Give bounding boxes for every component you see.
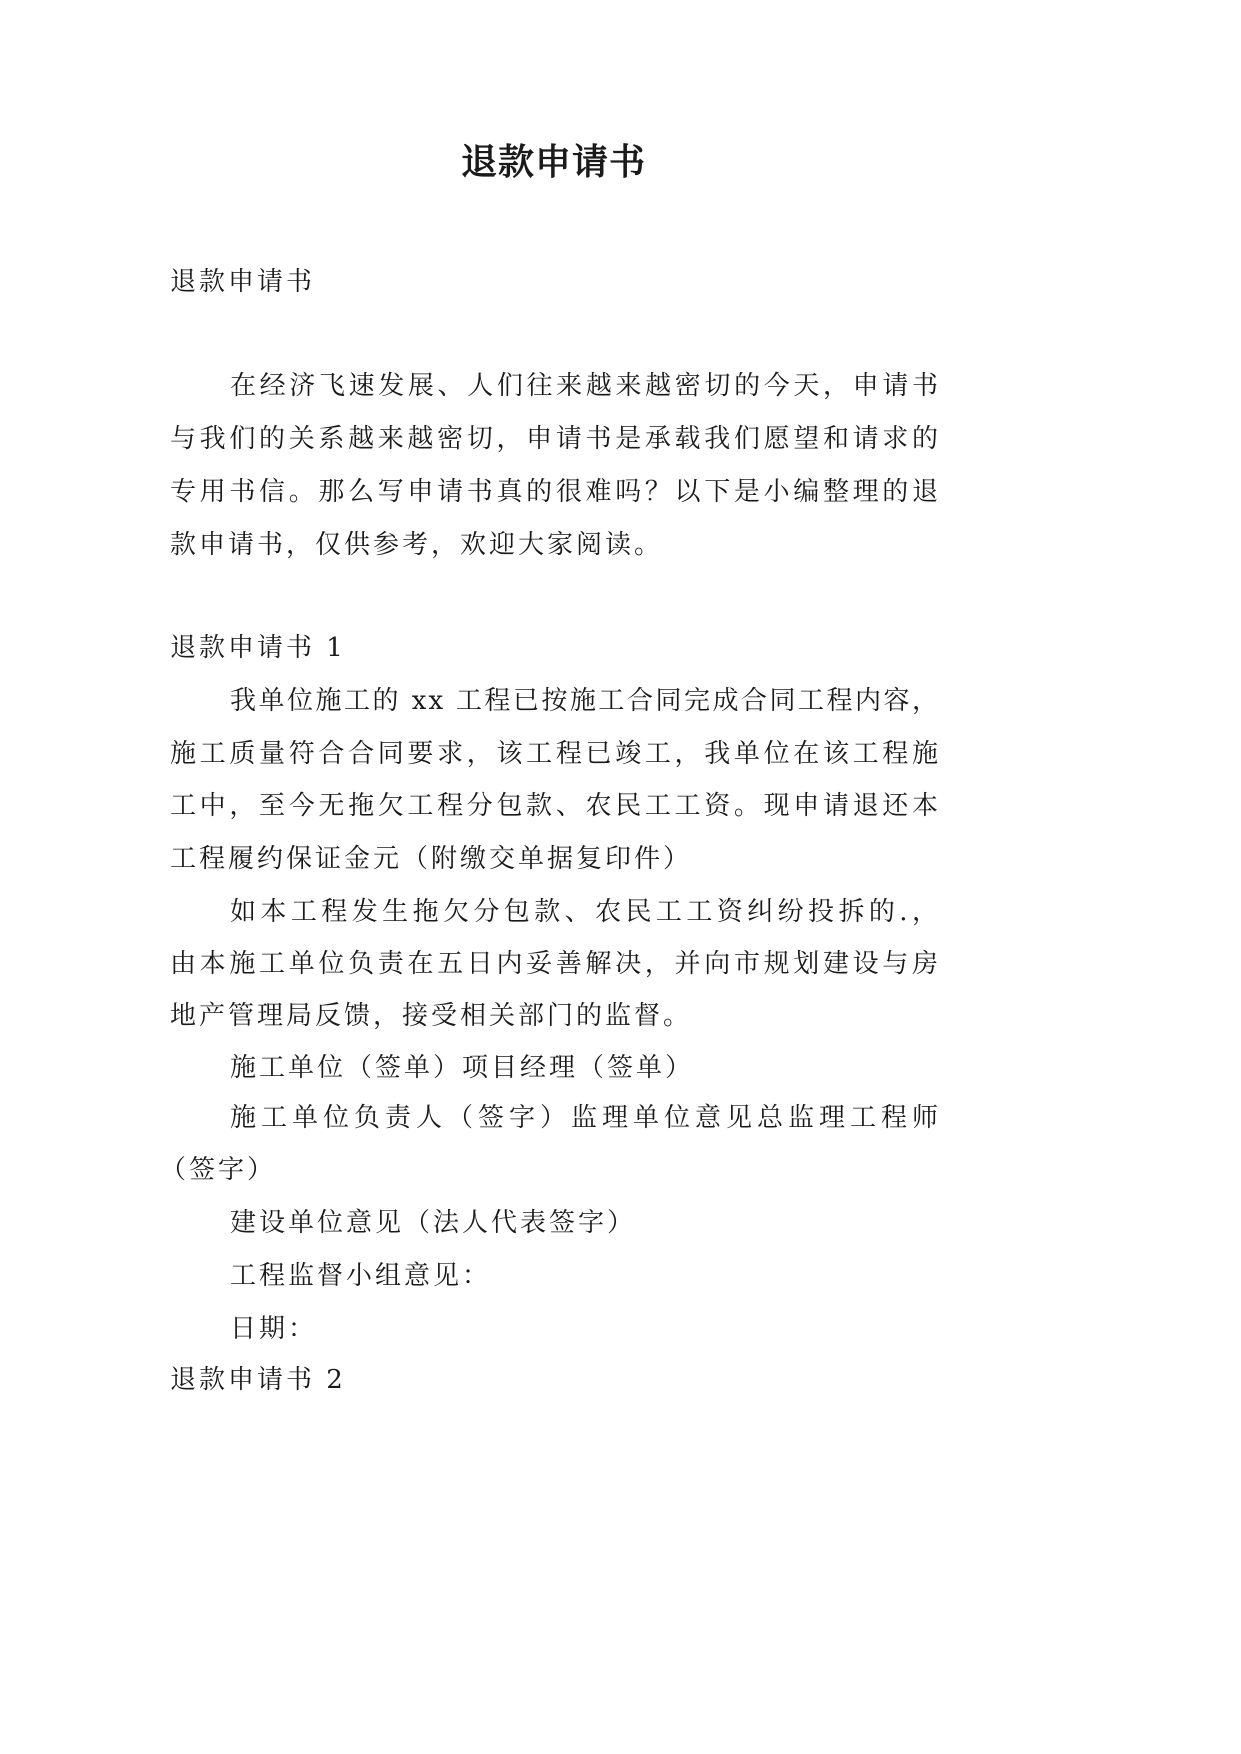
section1-para2-line-3: 地产管理局反馈，接受相关部门的监督。 bbox=[170, 1001, 693, 1031]
section1-para1-line-1: 我单位施工的 xx 工程已按施工合同完成合同工程内容， bbox=[230, 686, 940, 716]
signature-line-supervisor-1: 施工单位负责人（签字）监理单位意见总监理工程师 bbox=[230, 1103, 940, 1133]
signature-line-monitor-group: 工程监督小组意见： bbox=[230, 1261, 492, 1291]
section1-heading: 退款申请书 1 bbox=[170, 633, 346, 663]
document-title: 退款申请书 bbox=[460, 142, 646, 183]
signature-line-owner: 建设单位意见（法人代表签字） bbox=[230, 1208, 637, 1238]
intro-line-2: 与我们的关系越来越密切，申请书是承载我们愿望和请求的 bbox=[170, 424, 940, 454]
document-subtitle: 退款申请书 bbox=[170, 267, 316, 297]
signature-line-supervisor-2: （签字） bbox=[160, 1155, 277, 1185]
section1-para2-line-1: 如本工程发生拖欠分包款、农民工工资纠纷投拆的.， bbox=[230, 897, 940, 927]
intro-line-3: 专用书信。那么写申请书真的很难吗？以下是小编整理的退 bbox=[170, 477, 940, 507]
intro-line-4: 款申请书，仅供参考，欢迎大家阅读。 bbox=[170, 530, 664, 560]
section1-para1-line-2: 施工质量符合合同要求，该工程已竣工，我单位在该工程施 bbox=[170, 739, 940, 769]
section1-para1-line-3: 工中，至今无拖欠工程分包款、农民工工资。现申请退还本 bbox=[170, 791, 940, 821]
section1-para2-line-2: 由本施工单位负责在五日内妥善解决，并向市规划建设与房 bbox=[170, 949, 940, 979]
signature-line-contractor: 施工单位（签单）项目经理（签单） bbox=[230, 1053, 695, 1083]
section1-para1-line-4: 工程履约保证金元（附缴交单据复印件） bbox=[170, 844, 693, 874]
section2-heading: 退款申请书 2 bbox=[170, 1365, 346, 1395]
date-line: 日期： bbox=[230, 1314, 318, 1344]
intro-line-1: 在经济飞速发展、人们往来越来越密切的今天，申请书 bbox=[230, 371, 940, 401]
